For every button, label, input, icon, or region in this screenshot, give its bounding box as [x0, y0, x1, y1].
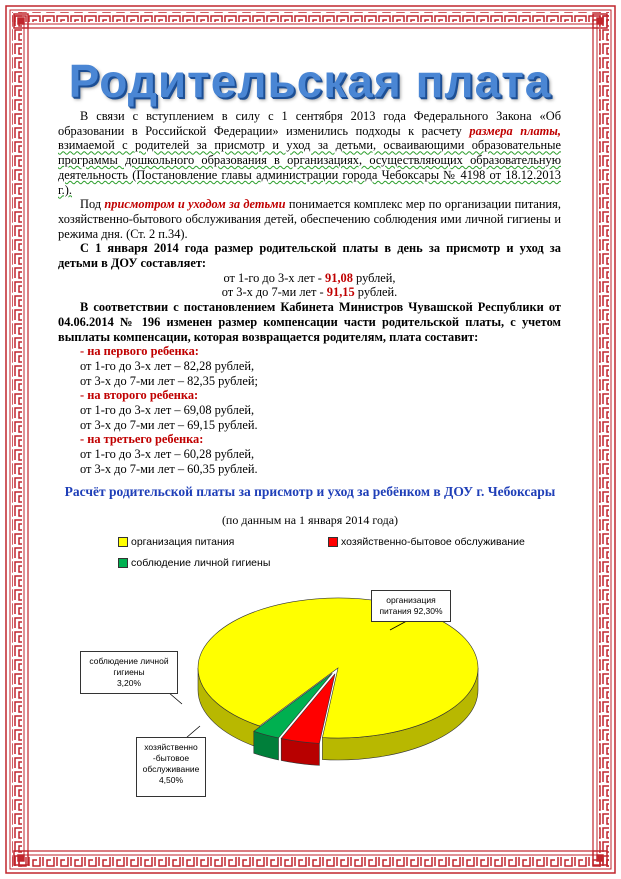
list-item: от 3-х до 7-ми лет – 82,35 рублей;	[80, 373, 258, 388]
paragraph-compensation: В соответствии с постановлением Кабинета Министров Чувашской Республики от 04.06.2014 № 196 изменен размер компенсации части родительской платы, с учетом выплаты компенсации, которая возвращается родителям, плата составит:	[58, 300, 561, 344]
legend-label: организация питания	[131, 536, 235, 548]
label-text: соблюдение личной	[89, 656, 169, 666]
label-text: 4,50%	[158, 775, 184, 785]
label-text: обслуживание	[142, 764, 200, 774]
list-item: от 1-го до 3-х лет – 69,08 рублей,	[80, 403, 255, 418]
text: взимаемой с родителей за присмотр и уход за детьми, осваивающими образовательные программы дошкольного образования в организациях, осуществляющих образовательную деятельность (Постановление главы администрации города Чебоксары № 4198 от 18.12.2013 г.).	[58, 138, 561, 197]
list-item: от 3-х до 7-ми лет – 69,15 рублей.	[80, 417, 258, 432]
list-item: от 3-х до 7-ми лет – 60,35 рублей.	[80, 461, 258, 476]
chart-title: Расчёт родительской платы за присмотр и уход за ребёнком в ДОУ г. Чебоксары	[64, 484, 556, 499]
emphasis-fee-size: размера платы,	[469, 123, 561, 138]
label-text: гигиены	[113, 667, 145, 677]
list-item: от 1-го до 3-х лет – 60,28 рублей,	[80, 447, 255, 462]
text: В связи с вступлением в силу с 1 сентября 2013 года Федерального Закона «Об образовании в Российской Федерации» изменились подходы к расчету	[58, 109, 561, 138]
label-text: организация	[386, 595, 436, 605]
label-text: 3,20%	[116, 678, 142, 688]
rate-value-1: 91,08	[325, 270, 353, 285]
text: от 3-х до 7-ми лет -	[221, 285, 324, 300]
paragraph-rate-intro: С 1 января 2014 года размер родительской платы в день за присмотр и уход за детьми в ДОУ составляет:	[58, 241, 561, 271]
label-text: питания 92,30%	[379, 606, 443, 616]
rate-value-2: 91,15	[326, 285, 355, 300]
text: от 1-го до 3-х лет -	[223, 270, 322, 285]
list-heading: - на первого ребенка:	[80, 344, 199, 359]
list-item: от 1-го до 3-х лет – 82,28 рублей,	[80, 358, 255, 373]
pie-slices	[198, 598, 478, 765]
text: Под	[80, 197, 102, 212]
emphasis-care: присмотром и уходом за детьми	[104, 197, 286, 212]
text: рублей.	[357, 285, 398, 300]
legend-label: хозяйственно-бытовое обслуживание	[341, 536, 525, 548]
text: рублей,	[356, 270, 396, 285]
label-text: -бытовое	[152, 753, 190, 763]
data-label-housekeeping	[136, 737, 206, 797]
list-heading: - на третьего ребенка:	[80, 432, 204, 447]
text: понимается комплекс мер по организации питания, хозяйственно-бытового обслуживания детей, обеспечению соблюдения ими личной гигиены и режима дня. (Ст. 2 п.34).	[58, 197, 561, 241]
legend-label: соблюдение личной гигиены	[131, 557, 271, 569]
label-text: хозяйственно	[144, 742, 198, 752]
page-title: Родительская плата	[68, 55, 552, 107]
chart-subtitle: (по данным на 1 января 2014 года)	[221, 513, 399, 527]
list-heading: - на второго ребенка:	[80, 388, 199, 403]
data-label-hygiene	[80, 651, 178, 694]
data-label-food	[371, 590, 451, 622]
